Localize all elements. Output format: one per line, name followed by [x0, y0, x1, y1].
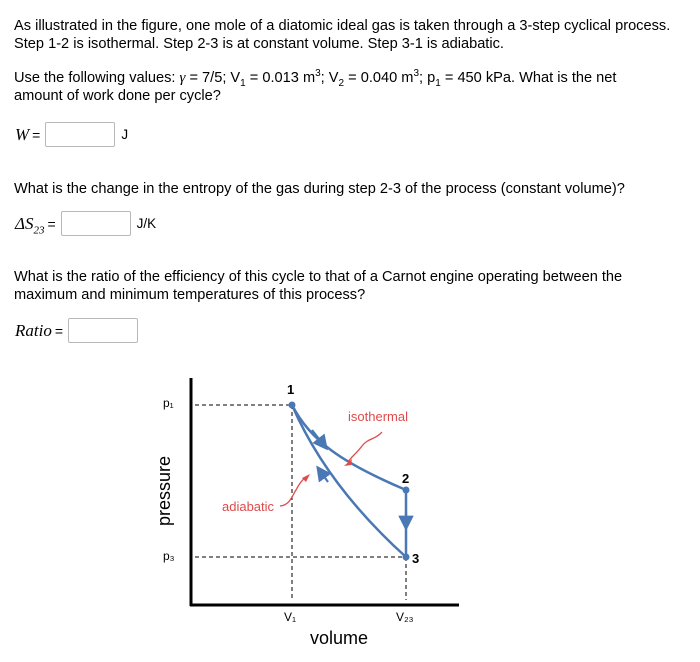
- question-work: amount of work done per cycle?: [14, 88, 221, 104]
- v23-label: V₂₃: [396, 610, 414, 624]
- point-1-marker: [289, 402, 296, 409]
- question-entropy: What is the change in the entropy of the gas during step 2-3 of the process (constant volume)?: [14, 181, 625, 197]
- adiabatic-pointer: [280, 477, 306, 506]
- question-ratio: What is the ratio of the efficiency of this cycle to that of a Carnot engine operating between the maximum and minimum temperatures of this process?: [14, 269, 623, 303]
- point-3-label: 3: [412, 551, 420, 566]
- v1-subscript: 1: [240, 77, 246, 89]
- entropy-subscript: 23: [33, 223, 45, 236]
- entropy-unit: J/K: [136, 216, 157, 231]
- isothermal-pointer: [348, 432, 382, 462]
- equals-sign: =: [54, 322, 64, 339]
- y-axis-label: pressure: [154, 455, 174, 526]
- problem-intro: As illustrated in the figure, one mole of a diatomic ideal gas is taken through a 3-step cyclical process. Step 1-2 is isothermal. Step 2-3 is at constant volume. Step 3-1 is adiabatic.: [14, 18, 671, 52]
- point-2-label: 2: [402, 471, 410, 486]
- adiabatic-curve: [292, 405, 406, 557]
- p3-label: p₃: [163, 549, 175, 563]
- point-3-marker: [403, 554, 410, 561]
- values-prefix: Use the following values:: [14, 70, 180, 86]
- p1-value: = 450 kPa. What is the net: [440, 70, 617, 86]
- x-axis-label: volume: [310, 628, 369, 648]
- point-1-label: 1: [287, 382, 295, 397]
- v1-label: V₁: [284, 610, 297, 624]
- adiabatic-arrow: [318, 468, 328, 482]
- work-unit: J: [121, 127, 129, 142]
- v2-prefix: ; V: [320, 70, 339, 86]
- isothermal-arrow: [312, 430, 326, 448]
- gamma-symbol: γ: [179, 70, 186, 86]
- m3-superscript: 3: [315, 68, 321, 80]
- ratio-variable: Ratio: [15, 320, 52, 340]
- gamma-value: = 7/5; V: [185, 70, 241, 86]
- entropy-symbol: ΔS: [15, 213, 34, 233]
- p1-label: p₁: [163, 396, 174, 410]
- v1-value: = 0.013 m: [245, 70, 316, 86]
- equals-sign: =: [32, 126, 41, 143]
- adiabatic-label: adiabatic: [222, 499, 275, 514]
- point-2-marker: [403, 487, 410, 494]
- p1-prefix: ; p: [419, 70, 436, 86]
- v2-subscript: 2: [338, 77, 345, 89]
- equals-sign: =: [47, 215, 56, 232]
- p1-subscript: 1: [435, 77, 441, 89]
- m3-superscript: 3: [413, 68, 420, 80]
- isothermal-label: isothermal: [348, 409, 408, 424]
- work-variable: W: [15, 124, 30, 144]
- adiabatic-pointer-head: [302, 474, 310, 482]
- v2-value: = 0.040 m: [344, 70, 414, 86]
